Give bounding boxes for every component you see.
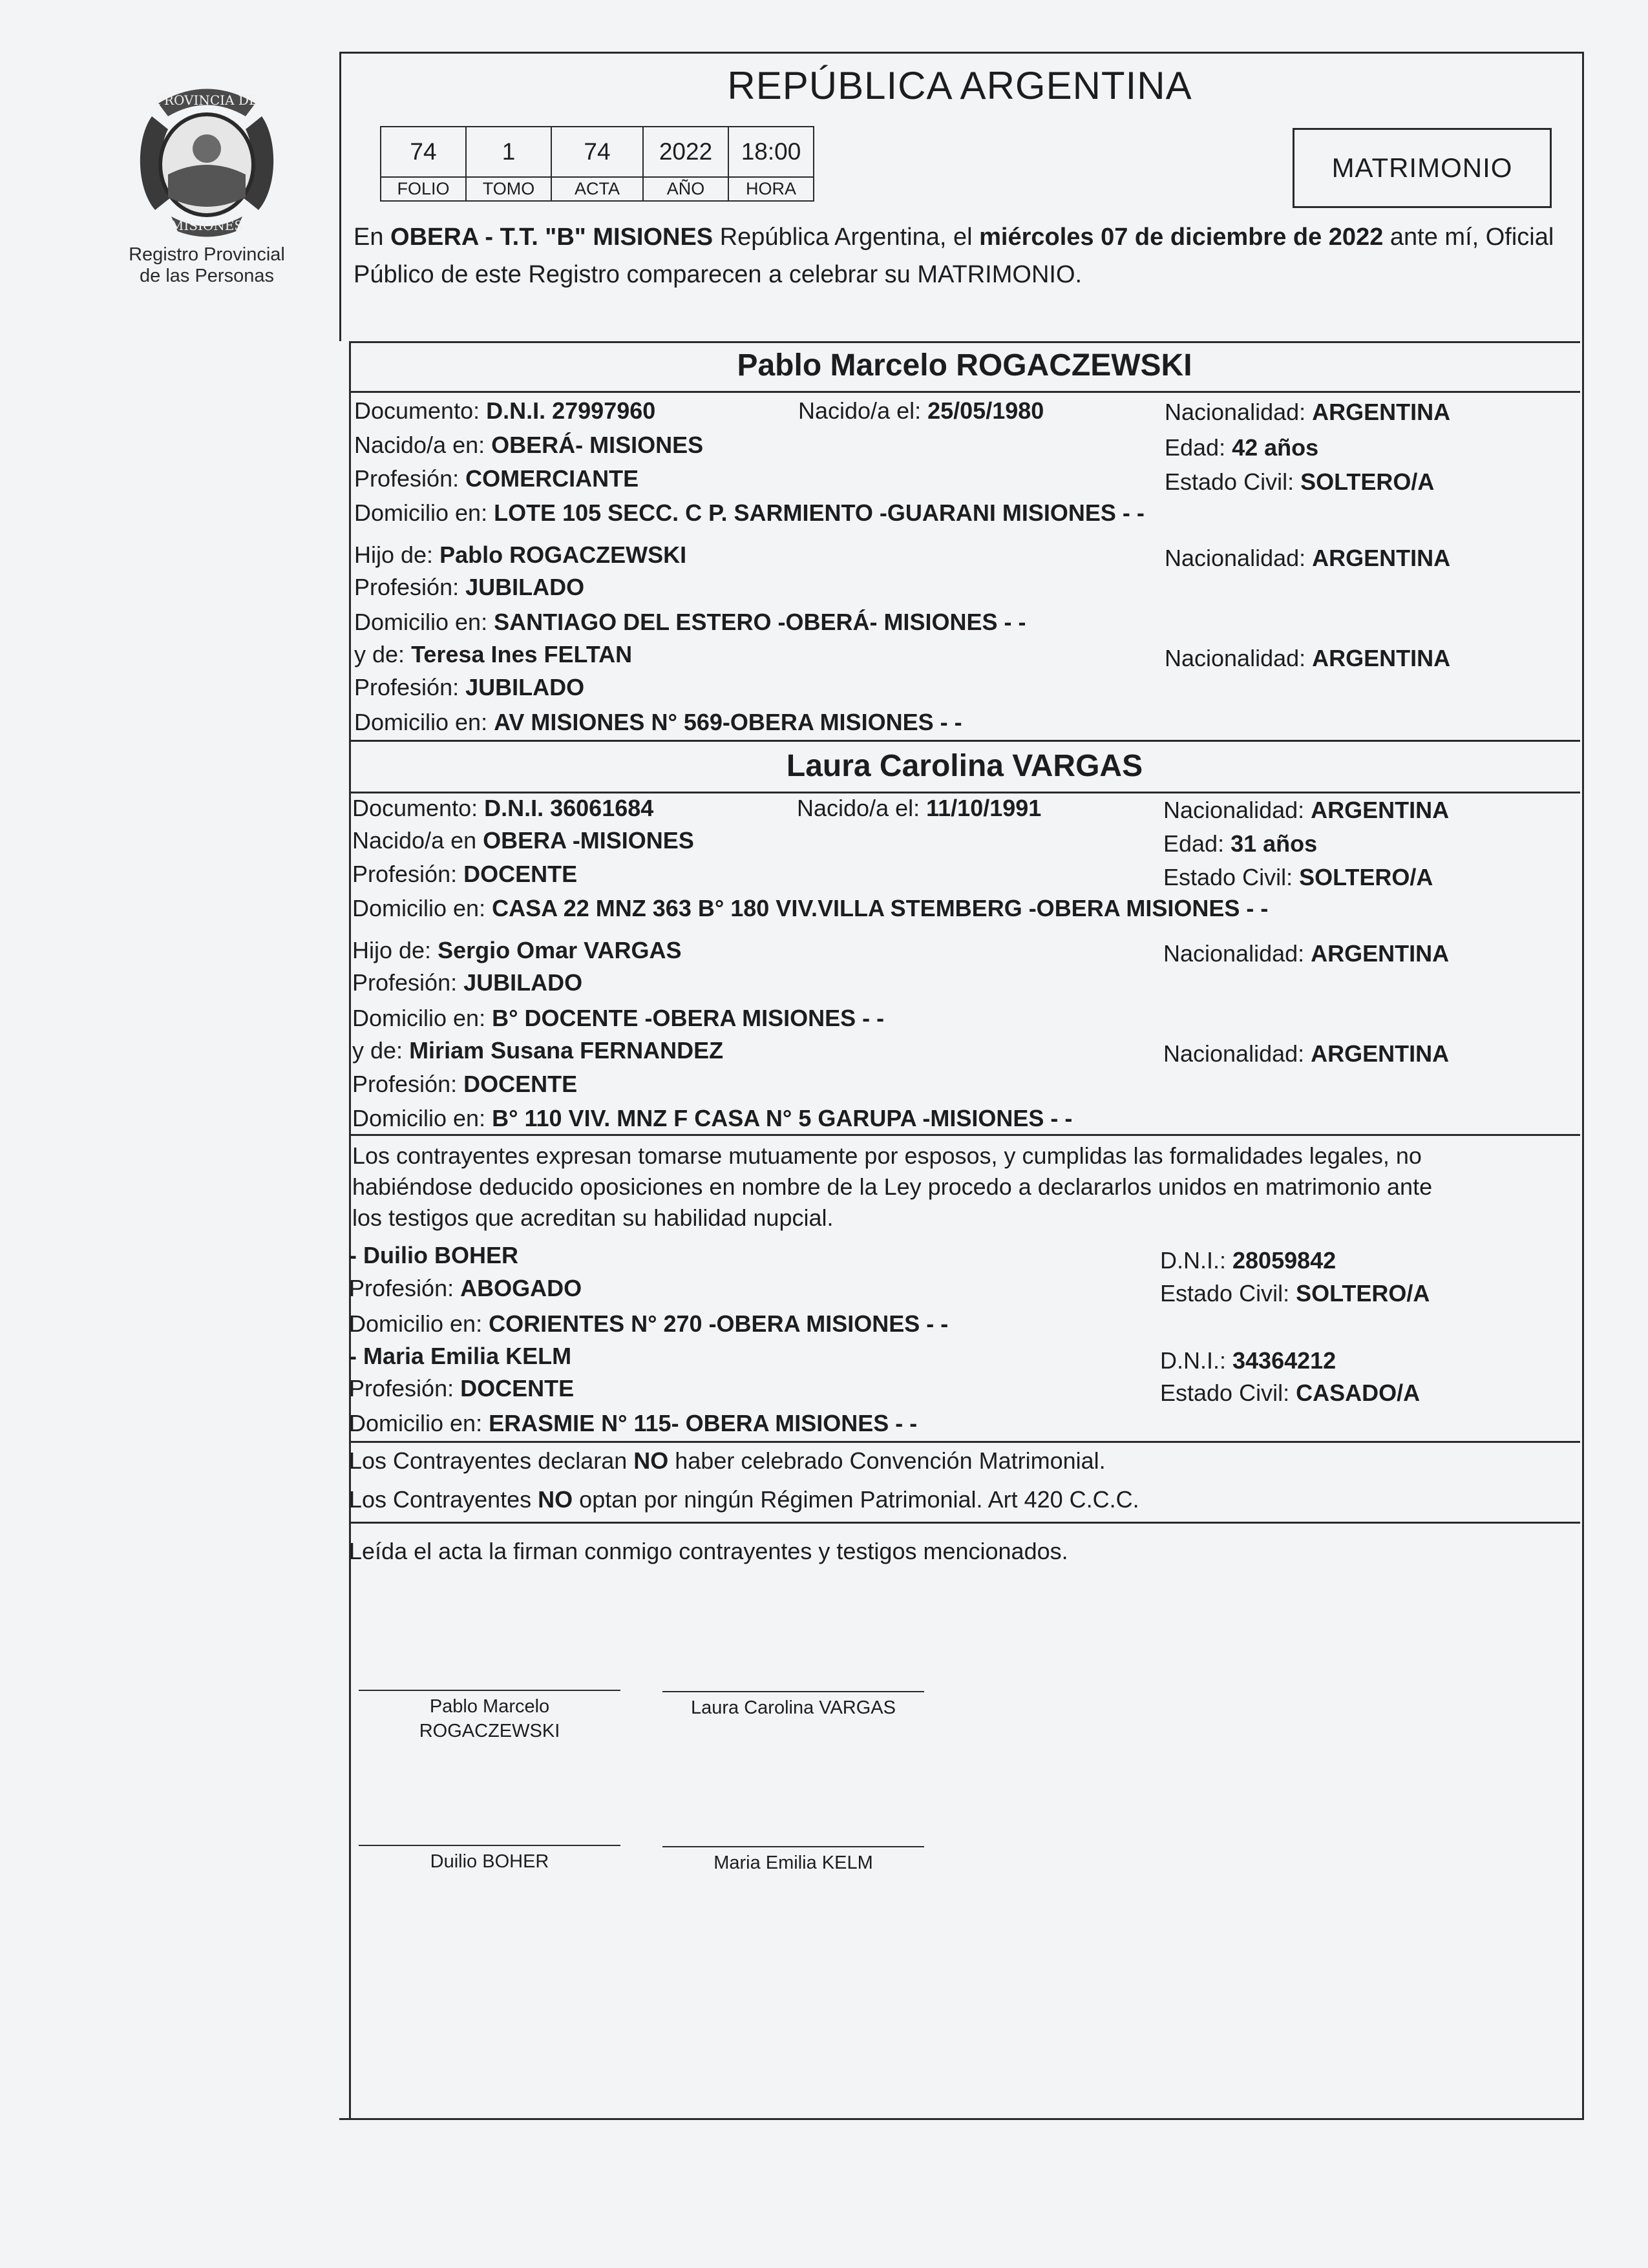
signature-name-1: Pablo Marcelo ROGACZEWSKI: [419, 1696, 560, 1741]
c2-madre: y de: Miriam Susana FERNANDEZ: [352, 1037, 724, 1064]
testigo2-dni: D.N.I.: 34364212: [1160, 1347, 1336, 1374]
intro-text: ante mí, Oficial Público de este Registro comparecen a celebrar su MATRIMONIO.: [354, 224, 1554, 288]
firmas-statement: Leída el acta la firman conmigo contrayentes y testigos mencionados.: [349, 1538, 1068, 1564]
page-title: REPÚBLICA ARGENTINA: [727, 64, 1192, 107]
testigo1-dni: D.N.I.: 28059842: [1160, 1247, 1336, 1274]
testigo1-domicilio: Domicilio en: CORIENTES N° 270 -OBERA MISIONES - -: [349, 1310, 949, 1337]
c1-nacionalidad: Nacionalidad: ARGENTINA: [1165, 399, 1451, 425]
divider: [349, 391, 1580, 393]
c1-madre-profesion: Profesión: JUBILADO: [354, 674, 585, 700]
c1-estado-civil: Estado Civil: SOLTERO/A: [1165, 468, 1435, 495]
c2-edad: Edad: 31 años: [1163, 830, 1318, 857]
c2-padre-profesion: Profesión: JUBILADO: [352, 969, 583, 996]
signature-name-2: Laura Carolina VARGAS: [690, 1697, 896, 1718]
divider: [349, 1441, 1580, 1443]
testigo1-profesion: Profesión: ABOGADO: [349, 1275, 582, 1301]
intro-paragraph: [354, 218, 1569, 293]
c2-madre-nacionalidad: Nacionalidad: ARGENTINA: [1163, 1040, 1450, 1067]
c2-documento: Documento: D.N.I. 36061684: [352, 795, 654, 821]
logo-caption-line2: de las Personas: [140, 266, 274, 286]
signature-name-3: Duilio BOHER: [430, 1851, 549, 1872]
testigo2-name: - Maria Emilia KELM: [349, 1343, 572, 1369]
logo-caption-line1: Registro Provincial: [129, 244, 285, 265]
anio-label: AÑO: [643, 177, 728, 201]
c2-profesion: Profesión: DOCENTE: [352, 861, 578, 887]
logo-caption: [110, 244, 304, 287]
acta-value: 74: [551, 127, 643, 177]
testigo2-estado-civil: Estado Civil: CASADO/A: [1160, 1380, 1421, 1406]
divider: [349, 1522, 1580, 1524]
registry-logo: [110, 78, 304, 287]
c2-padre: Hijo de: Sergio Omar VARGAS: [352, 937, 682, 963]
testigo1-estado-civil: Estado Civil: SOLTERO/A: [1160, 1280, 1430, 1307]
testigo2-domicilio: Domicilio en: ERASMIE N° 115- OBERA MISIONES - -: [349, 1410, 918, 1436]
c2-nacionalidad: Nacionalidad: ARGENTINA: [1163, 797, 1450, 823]
signature-line: [359, 1845, 620, 1846]
folio-label: FOLIO: [381, 177, 466, 201]
hora-value: 18:00: [728, 127, 814, 177]
testigos-statement-l1: Los contrayentes expresan tomarse mutuamente por esposos, y cumplidas las formalidades legales, no: [352, 1142, 1422, 1169]
convencion-line2: Los Contrayentes NO optan por ningún Régimen Patrimonial. Art 420 C.C.C.: [349, 1486, 1139, 1513]
c1-documento: Documento: D.N.I. 27997960: [354, 397, 656, 424]
hora-label: HORA: [728, 177, 814, 201]
intro-date: miércoles 07 de diciembre de 2022: [979, 224, 1384, 251]
left-rule: [349, 341, 351, 2118]
c1-madre-domicilio: Domicilio en: AV MISIONES N° 569-OBERA MISIONES - -: [354, 709, 962, 735]
divider: [349, 792, 1580, 793]
header-section: [339, 52, 1580, 341]
c1-madre-nacionalidad: Nacionalidad: ARGENTINA: [1165, 645, 1451, 671]
c2-nacido-en: Nacido/a en OBERA -MISIONES: [352, 827, 694, 854]
contrayente2-name: Laura Carolina VARGAS: [786, 749, 1143, 783]
c1-padre-nacionalidad: Nacionalidad: ARGENTINA: [1165, 545, 1451, 571]
anio-value: 2022: [643, 127, 728, 177]
intro-text: República Argentina, el: [713, 224, 980, 251]
testigo2-profesion: Profesión: DOCENTE: [349, 1375, 575, 1402]
c2-nacido-el: Nacido/a el: 11/10/1991: [797, 795, 1042, 821]
registry-table: [380, 126, 814, 202]
c1-edad: Edad: 42 años: [1165, 434, 1319, 461]
c2-estado-civil: Estado Civil: SOLTERO/A: [1163, 864, 1433, 890]
seal-text-bottom: MISIONES: [170, 218, 244, 233]
c2-padre-nacionalidad: Nacionalidad: ARGENTINA: [1163, 940, 1450, 967]
c1-padre-domicilio: Domicilio en: SANTIAGO DEL ESTERO -OBERÁ- MISIONES - -: [354, 609, 1026, 635]
c1-nacido-en: Nacido/a en: OBERÁ- MISIONES: [354, 432, 704, 458]
divider: [349, 1134, 1580, 1136]
c2-madre-domicilio: Domicilio en: B° 110 VIV. MNZ F CASA N° 5 GARUPA -MISIONES - -: [352, 1105, 1073, 1131]
c1-nacido-el: Nacido/a el: 25/05/1980: [798, 397, 1044, 424]
signature-line: [662, 1846, 924, 1847]
c1-padre-profesion: Profesión: JUBILADO: [354, 574, 585, 600]
testigos-statement-l2: habiéndose deducido oposiciones en nombre de la Ley procedo a declararlos unidos en matrimonio ante: [352, 1173, 1433, 1200]
folio-value: 74: [381, 127, 466, 177]
c2-madre-profesion: Profesión: DOCENTE: [352, 1071, 578, 1097]
divider: [349, 341, 1580, 343]
divider: [349, 740, 1580, 742]
signature-line: [359, 1690, 620, 1691]
record-type-box: MATRIMONIO: [1293, 128, 1552, 208]
tomo-label: TOMO: [466, 177, 551, 201]
c2-padre-domicilio: Domicilio en: B° DOCENTE -OBERA MISIONES - -: [352, 1005, 885, 1031]
misiones-seal-icon: [132, 78, 281, 239]
c1-domicilio: Domicilio en: LOTE 105 SECC. C P. SARMIENTO -GUARANI MISIONES - -: [354, 499, 1145, 526]
tomo-value: 1: [466, 127, 551, 177]
signature-line: [662, 1691, 924, 1692]
contrayente1-name: Pablo Marcelo ROGACZEWSKI: [737, 348, 1192, 383]
c1-madre: y de: Teresa Ines FELTAN: [354, 641, 633, 667]
c1-profesion: Profesión: COMERCIANTE: [354, 465, 639, 492]
testigos-statement-l3: los testigos que acreditan su habilidad nupcial.: [352, 1204, 834, 1231]
intro-text: En: [354, 224, 391, 251]
testigo1-name: - Duilio BOHER: [349, 1242, 518, 1268]
c2-domicilio: Domicilio en: CASA 22 MNZ 363 B° 180 VIV.VILLA STEMBERG -OBERA MISIONES - -: [352, 895, 1269, 921]
signature-name-4: Maria Emilia KELM: [713, 1853, 873, 1873]
intro-place: OBERA - T.T. "B" MISIONES: [390, 224, 713, 251]
c1-padre: Hijo de: Pablo ROGACZEWSKI: [354, 541, 687, 568]
convencion-line1: Los Contrayentes declaran NO haber celebrado Convención Matrimonial.: [349, 1447, 1106, 1474]
acta-label: ACTA: [551, 177, 643, 201]
seal-text-top: PROVINCIA DE: [155, 92, 259, 108]
